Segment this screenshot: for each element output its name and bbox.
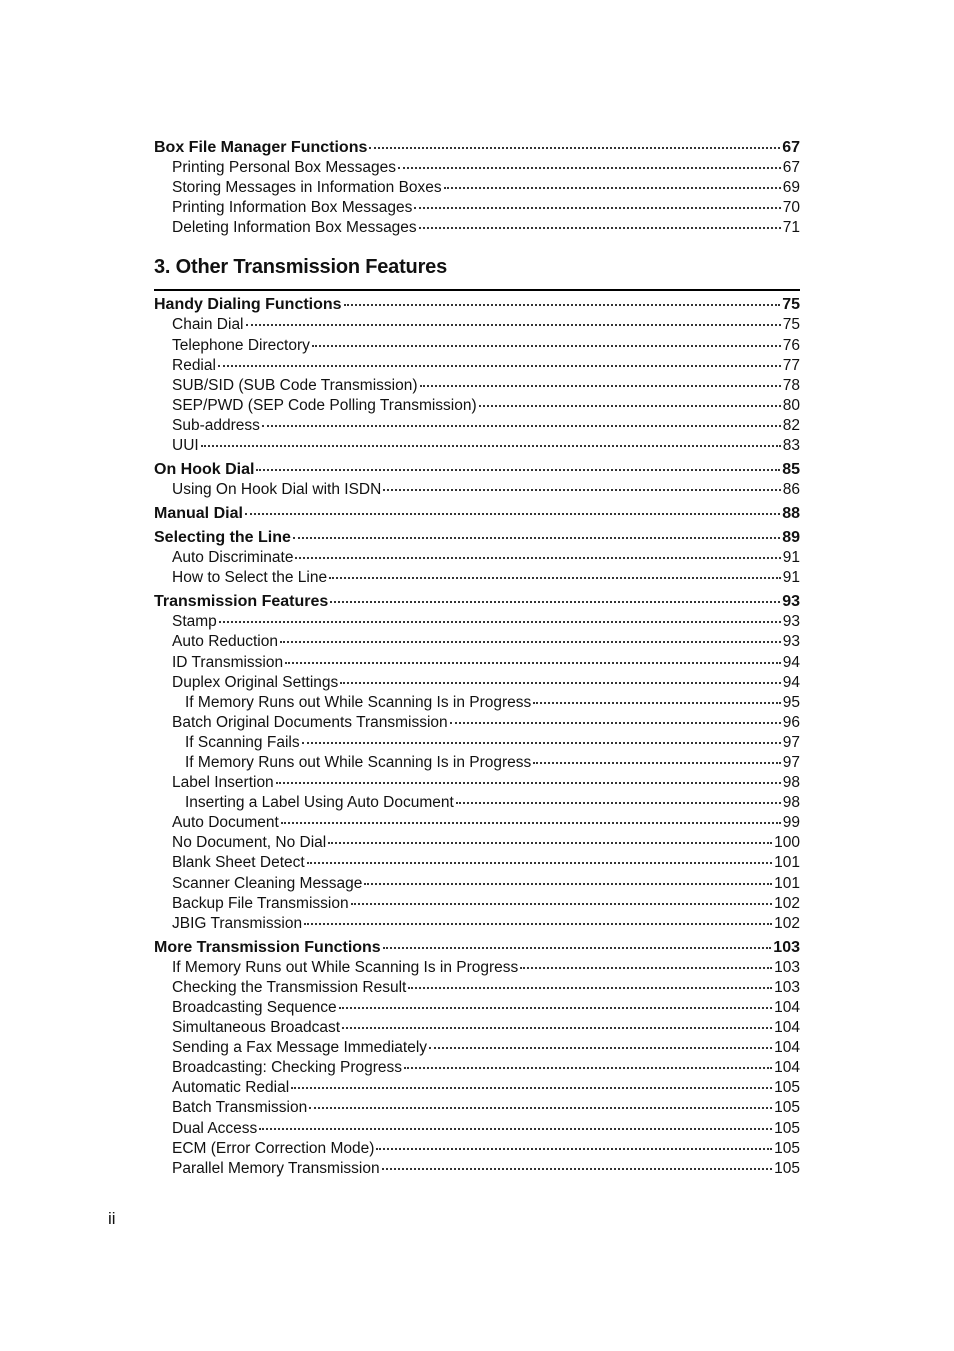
- dot-leader: [533, 702, 780, 704]
- toc-entry-title: On Hook Dial: [154, 461, 255, 478]
- dot-leader: [369, 147, 780, 149]
- dot-leader: [376, 1148, 772, 1150]
- toc-entry-title: Auto Discriminate: [172, 549, 294, 567]
- toc-entry-title: SUB/SID (SUB Code Transmission): [172, 376, 418, 394]
- toc-entry-page: 101: [774, 854, 800, 872]
- toc-entry-title: Handy Dialing Functions: [154, 296, 342, 314]
- dot-leader: [245, 513, 780, 515]
- toc-entry-title: Stamp: [172, 613, 217, 631]
- toc-entry-title: More Transmission Functions: [154, 938, 381, 956]
- toc-subsection-entry[interactable]: [154, 673, 800, 693]
- toc-entry-title: Dual Access: [172, 1119, 258, 1137]
- toc-entry-title: Manual Dial: [154, 505, 243, 523]
- dot-leader: [520, 967, 772, 969]
- table-of-contents: [154, 138, 800, 1179]
- toc-subsection-entry[interactable]: [154, 998, 800, 1018]
- page-number: ii: [108, 1209, 116, 1228]
- toc-entry-title: Printing Information Box Messages: [172, 199, 413, 217]
- dot-leader: [450, 722, 781, 724]
- dot-leader: [383, 489, 780, 491]
- toc-entry-page: 96: [782, 713, 800, 731]
- toc-subsection-entry[interactable]: [154, 198, 800, 218]
- toc-subsection-entry[interactable]: [154, 874, 800, 894]
- toc-subsection-entry[interactable]: [154, 1018, 800, 1038]
- dot-leader: [330, 601, 780, 603]
- toc-entry-page: 105: [774, 1139, 800, 1157]
- toc-entry-page: 93: [782, 593, 800, 611]
- toc-entry-page: 97: [782, 733, 800, 751]
- dot-leader: [382, 1168, 773, 1170]
- toc-entry-page: 78: [782, 376, 800, 394]
- toc-subsection-entry[interactable]: [154, 853, 800, 873]
- toc-entry-title: If Memory Runs out While Scanning Is in Progress: [185, 693, 532, 711]
- toc-subsection-entry[interactable]: [154, 1119, 800, 1139]
- dot-leader: [276, 782, 781, 784]
- toc-subsection-entry[interactable]: [154, 693, 800, 713]
- toc-subsection-entry[interactable]: [154, 894, 800, 914]
- toc-entry-page: 99: [782, 814, 800, 832]
- dot-leader: [351, 903, 773, 905]
- toc-entry-page: 94: [782, 653, 800, 671]
- toc-entry-page: 105: [774, 1079, 800, 1097]
- toc-subsection-entry[interactable]: [154, 356, 800, 376]
- dot-leader: [329, 577, 781, 579]
- toc-entry-page: 93: [782, 613, 800, 631]
- toc-entry-title: Blank Sheet Detect: [172, 854, 305, 872]
- toc-entry-page: 103: [774, 958, 800, 976]
- dot-leader: [404, 1067, 772, 1069]
- toc-subsection-entry[interactable]: [154, 914, 800, 934]
- toc-entry-page: 103: [773, 938, 800, 956]
- toc-entry-page: 91: [782, 569, 800, 587]
- toc-entry-title: Using On Hook Dial with ISDN: [172, 481, 382, 499]
- toc-entry-title: Selecting the Line: [154, 529, 291, 547]
- toc-subsection-entry[interactable]: [154, 793, 800, 813]
- dot-leader: [302, 742, 781, 744]
- toc-entry-page: 75: [782, 316, 800, 334]
- toc-subsection-entry[interactable]: [154, 436, 800, 456]
- dot-leader: [420, 385, 781, 387]
- toc-entry-title: Auto Reduction: [172, 633, 278, 651]
- toc-entry-title: Deleting Information Box Messages: [172, 219, 417, 237]
- toc-entry-page: 104: [774, 999, 800, 1016]
- toc-entry-page: 98: [782, 774, 800, 792]
- dot-leader: [304, 923, 772, 925]
- toc-entry-title: Parallel Memory Transmission: [172, 1159, 380, 1177]
- toc-entry-title: Inserting a Label Using Auto Document: [185, 794, 454, 812]
- toc-entry-title: Storing Messages in Information Boxes: [172, 179, 442, 197]
- dot-leader: [479, 405, 781, 407]
- dot-leader: [309, 1107, 772, 1109]
- toc-entry-page: 91: [782, 549, 800, 567]
- dot-leader: [246, 324, 781, 326]
- toc-entry-page: 86: [782, 481, 800, 499]
- toc-section-entry[interactable]: [154, 460, 800, 480]
- toc-subsection-entry[interactable]: [154, 416, 800, 436]
- toc-entry-title: Broadcasting: Checking Progress: [172, 1059, 403, 1077]
- toc-entry-page: 67: [782, 139, 800, 156]
- toc-entry-page: 70: [782, 199, 800, 217]
- toc-entry-title: Backup File Transmission: [172, 894, 349, 912]
- toc-entry-title: Auto Document: [172, 814, 279, 832]
- toc-entry-page: 94: [782, 673, 800, 691]
- toc-subsection-entry[interactable]: [154, 1078, 800, 1098]
- toc-subsection-entry[interactable]: [154, 1159, 800, 1179]
- toc-entry-page: 101: [774, 874, 800, 892]
- toc-entry-title: JBIG Transmission: [172, 914, 303, 932]
- dot-leader: [307, 862, 772, 864]
- toc-subsection-entry[interactable]: [154, 568, 800, 588]
- toc-entry-title: Scanner Cleaning Message: [172, 874, 363, 892]
- dot-leader: [429, 1047, 772, 1049]
- toc-subsection-entry[interactable]: [154, 1098, 800, 1118]
- dot-leader: [312, 345, 781, 347]
- toc-subsection-entry[interactable]: [154, 1038, 800, 1058]
- dot-leader: [201, 445, 781, 447]
- dot-leader: [383, 947, 772, 949]
- dot-leader: [342, 1027, 772, 1029]
- toc-entry-page: 82: [782, 416, 800, 434]
- toc-entry-title: Label Insertion: [172, 774, 274, 792]
- toc-subsection-entry[interactable]: [154, 376, 800, 396]
- toc-entry-title: Sending a Fax Message Immediately: [172, 1039, 428, 1057]
- toc-subsection-entry[interactable]: [154, 480, 800, 500]
- toc-subsection-entry[interactable]: [154, 713, 800, 733]
- toc-subsection-entry[interactable]: [154, 753, 800, 773]
- toc-entry-title: Automatic Redial: [172, 1079, 290, 1097]
- toc-entry-title: Printing Personal Box Messages: [172, 159, 397, 177]
- toc-entry-page: 69: [782, 179, 800, 197]
- toc-subsection-entry[interactable]: [154, 833, 800, 853]
- dot-leader: [398, 167, 781, 169]
- dot-leader: [456, 802, 781, 804]
- toc-entry-title: Telephone Directory: [172, 336, 310, 354]
- toc-subsection-entry[interactable]: [154, 315, 800, 335]
- dot-leader: [339, 1007, 773, 1009]
- dot-leader: [328, 842, 772, 844]
- toc-entry-page: 104: [774, 1039, 800, 1057]
- dot-leader: [444, 187, 781, 189]
- toc-entry-title: Simultaneous Broadcast: [172, 1019, 341, 1037]
- toc-entry-page: 77: [782, 356, 800, 374]
- toc-entry-title: SEP/PWD (SEP Code Polling Transmission): [172, 396, 477, 414]
- toc-subsection-entry[interactable]: [154, 632, 800, 652]
- toc-entry-page: 75: [782, 296, 800, 314]
- toc-entry-title: If Memory Runs out While Scanning Is in Progress: [185, 753, 532, 771]
- dot-leader: [291, 1087, 772, 1089]
- toc-subsection-entry[interactable]: [154, 958, 800, 978]
- toc-entry-title: ECM (Error Correction Mode): [172, 1139, 375, 1157]
- toc-entry-title: Batch Original Documents Transmission: [172, 713, 448, 731]
- toc-entry-page: 80: [782, 396, 800, 414]
- toc-entry-title: No Document, No Dial: [172, 834, 327, 852]
- dot-leader: [219, 621, 781, 623]
- dot-leader: [259, 1128, 772, 1130]
- toc-entry-page: 83: [782, 437, 800, 455]
- dot-leader: [218, 365, 781, 367]
- toc-subsection-entry[interactable]: [154, 218, 800, 238]
- toc-entry-title: UUI: [172, 437, 199, 455]
- toc-entry-page: 100: [774, 834, 800, 852]
- toc-entry-title: If Scanning Fails: [185, 733, 300, 751]
- toc-subsection-entry[interactable]: [154, 978, 800, 998]
- toc-subsection-entry[interactable]: [154, 733, 800, 753]
- toc-entry-title: How to Select the Line: [172, 569, 328, 587]
- toc-entry-title: Checking the Transmission Result: [172, 978, 407, 996]
- toc-entry-page: 97: [782, 753, 800, 771]
- toc-entry-page: 105: [774, 1099, 800, 1117]
- dot-leader: [293, 537, 780, 539]
- toc-entry-page: 104: [774, 1019, 800, 1037]
- toc-entry-title: Duplex Original Settings: [172, 673, 339, 691]
- dot-leader: [414, 207, 780, 209]
- toc-entry-page: 85: [782, 461, 800, 478]
- toc-entry-page: 98: [782, 794, 800, 812]
- toc-entry-page: 76: [782, 336, 800, 354]
- dot-leader: [419, 227, 781, 229]
- toc-subsection-entry[interactable]: [154, 548, 800, 568]
- toc-entry-page: 93: [782, 633, 800, 651]
- toc-entry-title: Chain Dial: [172, 316, 244, 334]
- toc-section-entry[interactable]: [154, 504, 800, 524]
- dot-leader: [340, 682, 780, 684]
- dot-leader: [364, 883, 772, 885]
- toc-entry-page: 102: [774, 894, 800, 912]
- toc-subsection-entry[interactable]: [154, 158, 800, 178]
- toc-subsection-entry[interactable]: [154, 612, 800, 632]
- chapter-heading: 3. Other Transmission Features: [154, 256, 800, 291]
- toc-entry-title: Batch Transmission: [172, 1099, 308, 1117]
- toc-subsection-entry[interactable]: [154, 773, 800, 793]
- toc-entry-page: 105: [774, 1159, 800, 1177]
- toc-entry-title: Transmission Features: [154, 593, 329, 611]
- toc-subsection-entry[interactable]: [154, 1139, 800, 1159]
- dot-leader: [533, 762, 780, 764]
- toc-section-entry[interactable]: [154, 592, 800, 612]
- dot-leader: [256, 469, 780, 471]
- toc-subsection-entry[interactable]: [154, 336, 800, 356]
- toc-subsection-entry[interactable]: [154, 813, 800, 833]
- toc-entry-title: Sub-address: [172, 416, 260, 434]
- dot-leader: [262, 425, 781, 427]
- toc-section-entry[interactable]: [154, 138, 800, 158]
- dot-leader: [344, 304, 781, 306]
- toc-entry-page: 102: [774, 914, 800, 932]
- dot-leader: [408, 987, 772, 989]
- toc-subsection-entry[interactable]: [154, 1058, 800, 1078]
- dot-leader: [280, 641, 781, 643]
- toc-entry-title: Broadcasting Sequence: [172, 999, 337, 1016]
- toc-subsection-entry[interactable]: [154, 396, 800, 416]
- toc-entry-title: Box File Manager Functions: [154, 139, 368, 156]
- toc-entry-page: 67: [782, 159, 800, 177]
- toc-entry-page: 105: [774, 1119, 800, 1137]
- toc-section-entry[interactable]: [154, 528, 800, 548]
- toc-entry-title: ID Transmission: [172, 653, 284, 671]
- toc-section-entry[interactable]: [154, 938, 800, 958]
- toc-entry-page: 95: [782, 693, 800, 711]
- toc-section-entry[interactable]: [154, 295, 800, 315]
- toc-entry-page: 89: [782, 529, 800, 547]
- toc-entry-page: 88: [782, 505, 800, 523]
- toc-entry-title: If Memory Runs out While Scanning Is in Progress: [172, 958, 519, 976]
- dot-leader: [281, 822, 781, 824]
- toc-subsection-entry[interactable]: [154, 653, 800, 673]
- toc-entry-page: 71: [782, 219, 800, 237]
- toc-entry-title: Redial: [172, 356, 216, 374]
- toc-entry-page: 104: [774, 1059, 800, 1077]
- dot-leader: [295, 557, 780, 559]
- dot-leader: [285, 662, 781, 664]
- toc-entry-page: 103: [774, 978, 800, 996]
- toc-subsection-entry[interactable]: [154, 178, 800, 198]
